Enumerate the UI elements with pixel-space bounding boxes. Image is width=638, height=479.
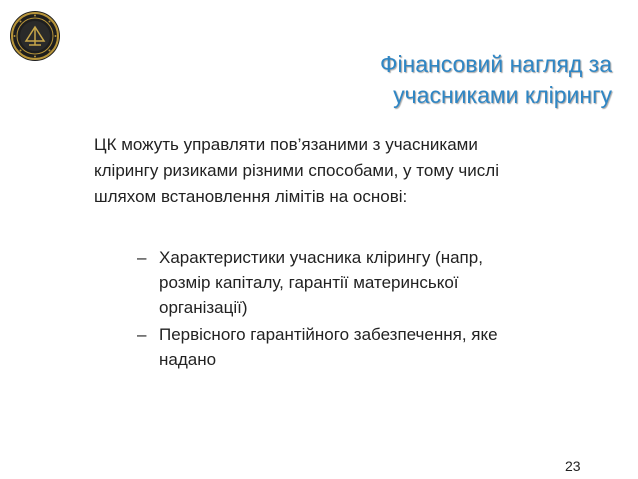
intro-paragraph: [94, 132, 630, 210]
intro-line-1: ЦК можуть управляти пов’язаними з учасниками: [94, 135, 478, 154]
slide-title-line-1: Фінансовий нагляд за: [379, 51, 612, 77]
bullet-item-1: [137, 245, 617, 320]
bullet-2-line-1: Первісного гарантійного забезпечення, яке: [159, 325, 498, 344]
bullet-dash: –: [137, 248, 147, 267]
slide-title-line-2: учасниками клірингу: [393, 82, 612, 108]
bullet-list: [137, 245, 617, 374]
bullet-1-line-3: організації): [159, 298, 248, 317]
intro-line-3: шляхом встановлення лімітів на основі:: [94, 187, 408, 206]
intro-line-2: клірингу ризиками різними способами, у тому числі: [94, 161, 499, 180]
bullet-dash: –: [137, 325, 147, 344]
cftc-seal-icon: [9, 10, 61, 62]
bullet-1-line-2: розмір капіталу, гарантії материнської: [159, 273, 459, 292]
slide-title: [380, 49, 612, 111]
bullet-item-2: [137, 322, 617, 372]
bullet-1-line-1: Характеристики учасника клірингу (напр,: [159, 248, 483, 267]
page-number: 23: [565, 458, 581, 474]
bullet-2-line-2: надано: [159, 350, 217, 369]
